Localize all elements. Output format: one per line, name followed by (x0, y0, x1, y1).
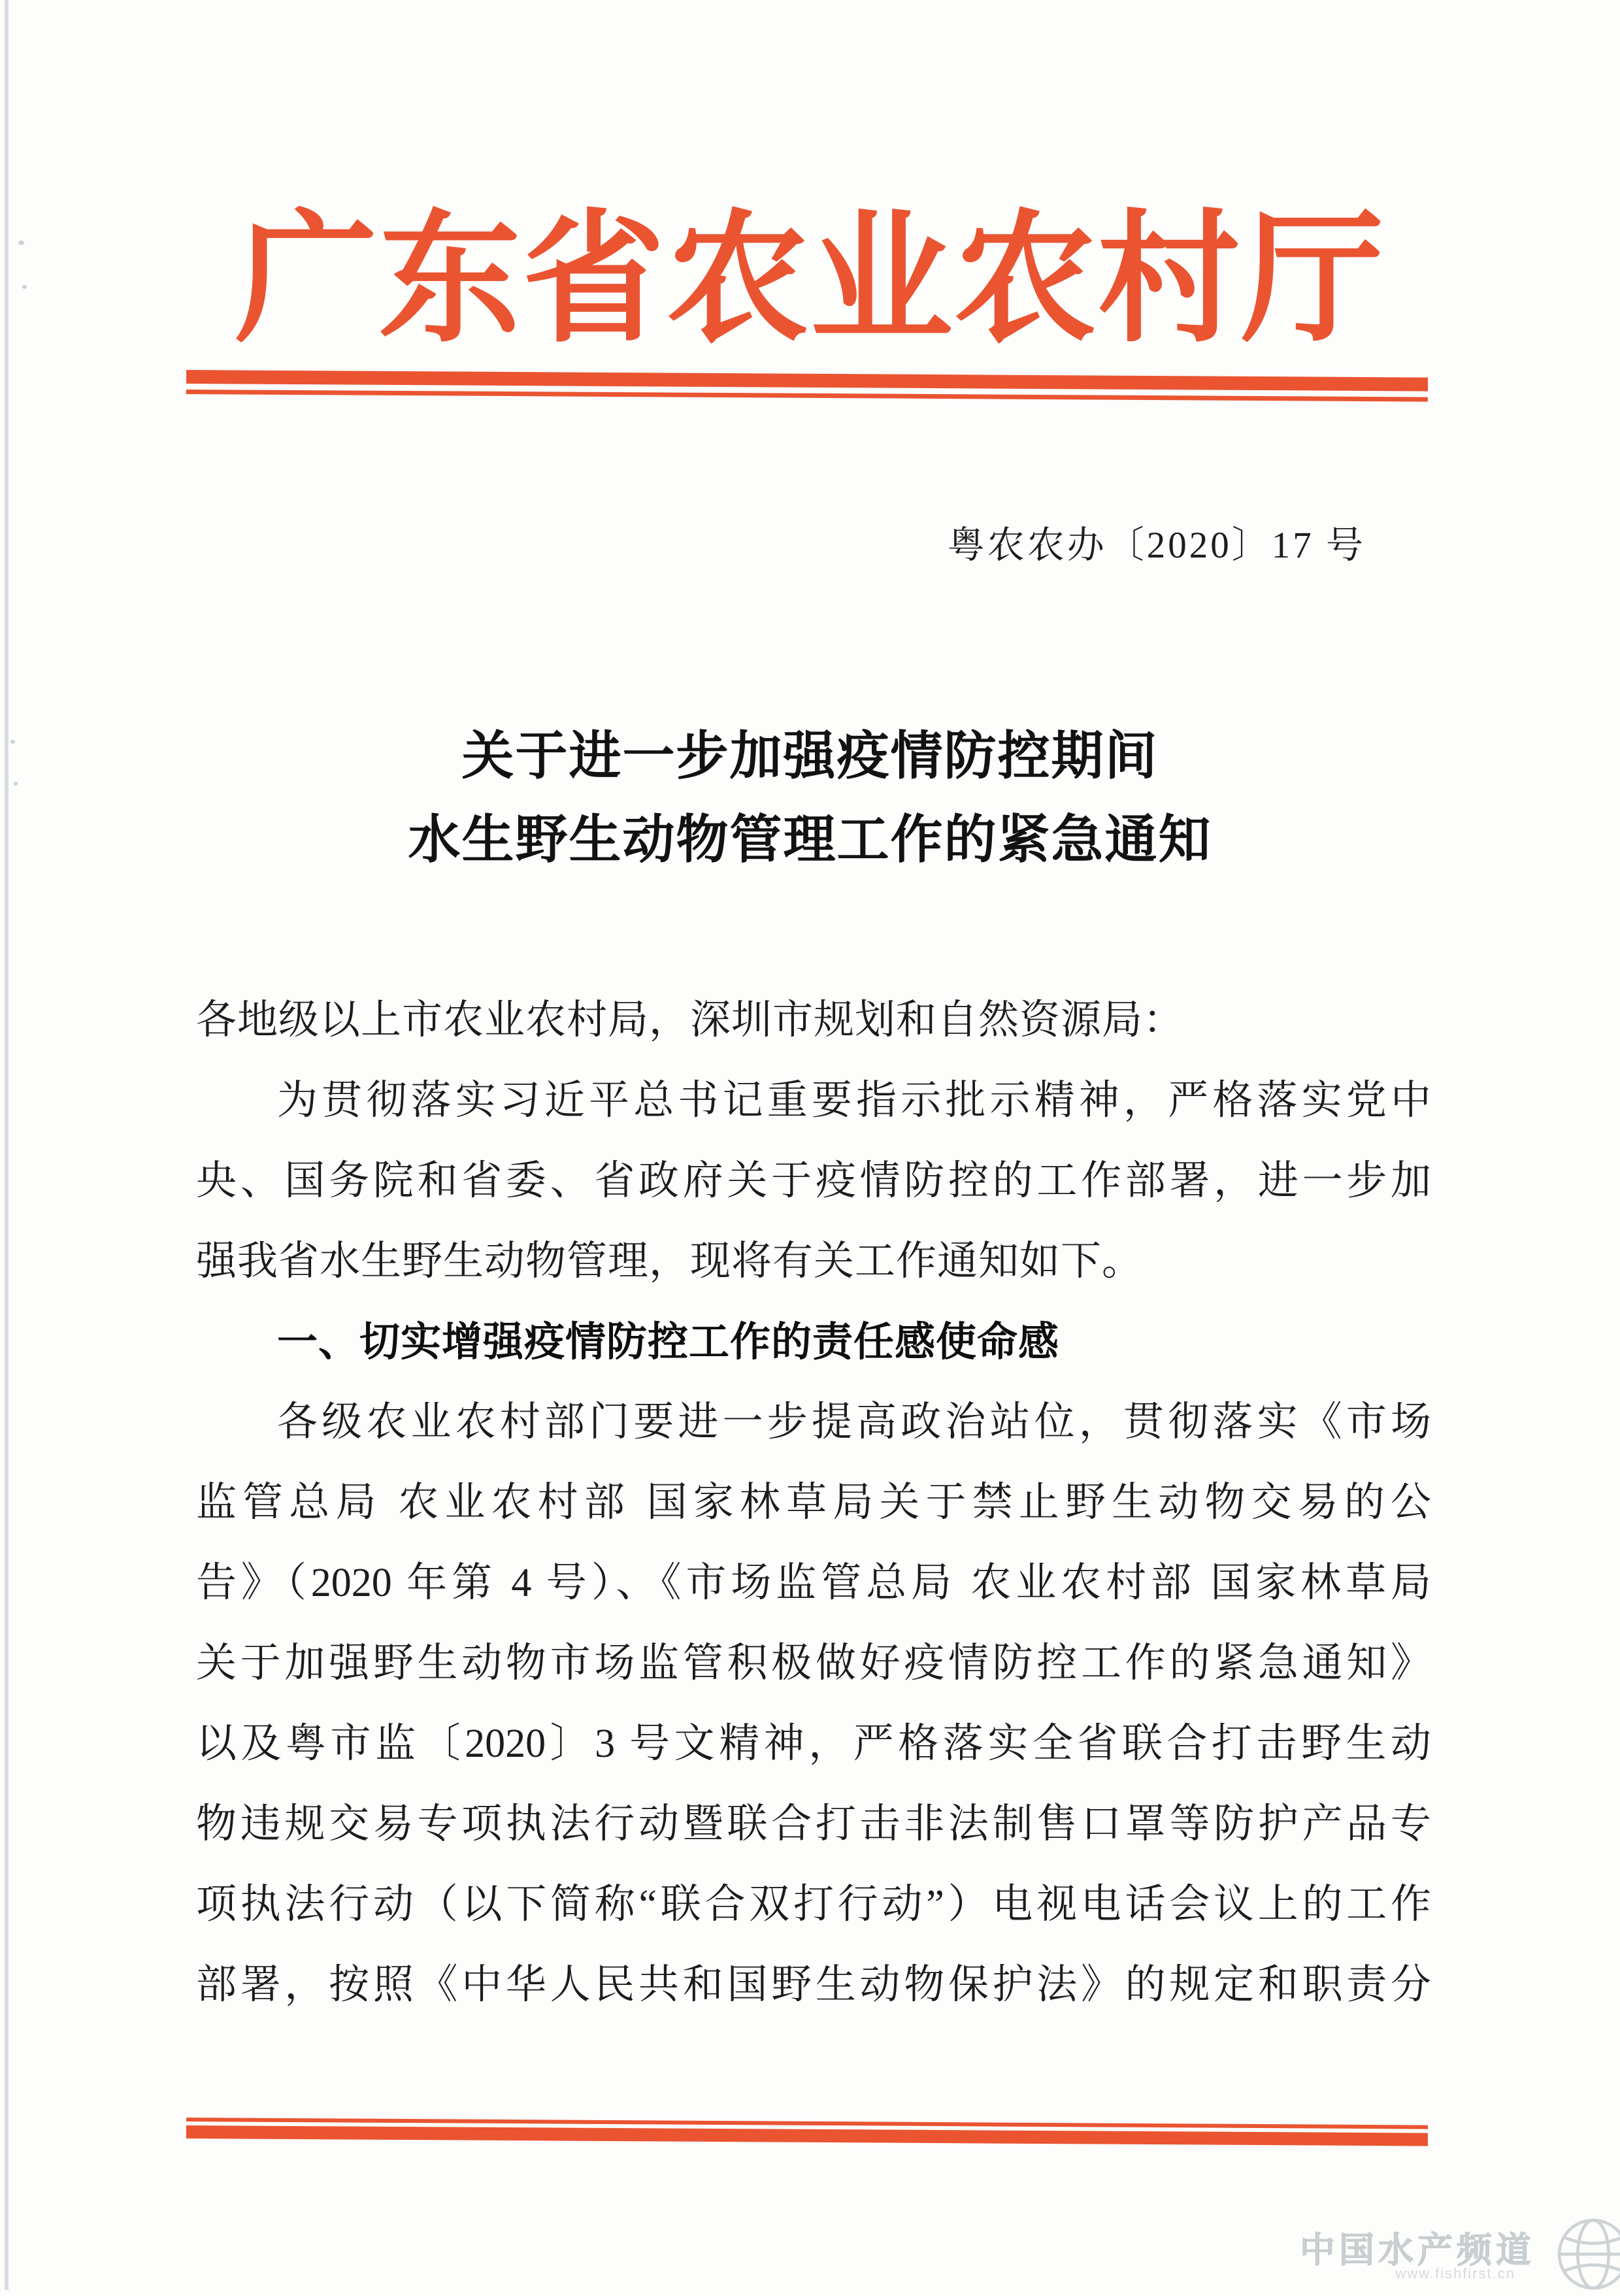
site-watermark (1300, 2217, 1613, 2290)
body-line: 项执法行动（以下简称“联合双打行动”）电视电话会议上的工作 (196, 1882, 1431, 1927)
body-line: 央、国务院和省委、省政府关于疫情防控的工作部署，进一步加 (196, 1159, 1431, 1203)
letterhead-rule (186, 370, 1428, 402)
body-line: 强我省水生野生动物管理，现将有关工作通知如下。 (196, 1239, 1144, 1284)
section-heading: 一、切实增强疫情防控工作的责任感使命感 (277, 1320, 1060, 1365)
agency-letterhead: 广东省农业农村厅 (235, 202, 1385, 359)
footer-rule (186, 2118, 1428, 2146)
body-line: 物违规交易专项执法行动暨联合打击非法制售口罩等防护产品专 (196, 1802, 1431, 1846)
watermark-site-url: www.fishfirst.cn (1395, 2265, 1515, 2282)
body-line: 为贯彻落实习近平总书记重要指示批示精神，严格落实党中 (277, 1078, 1431, 1123)
body-line: 部署，按照《中华人民共和国野生动物保护法》的规定和职责分 (196, 1963, 1431, 2007)
body-line: 告》（2020 年第 4 号）、《市场监管总局 农业农村部 国家林草局 (196, 1561, 1431, 1605)
body-line: 以及粤市监〔2020〕3 号文精神，严格落实全省联合打击野生动 (196, 1722, 1431, 1766)
document-number: 粤农农办〔2020〕17 号 (947, 525, 1366, 566)
body-line: 关于加强野生动物市场监管积极做好疫情防控工作的紧急通知》 (196, 1641, 1431, 1686)
body-line-recipients: 各地级以上市农业农村局，深圳市规划和自然资源局： (196, 998, 1185, 1042)
watermark-site-name: 中国水产频道 (1300, 2231, 1535, 2270)
body-line: 各级农业农村部门要进一步提高政治站位，贯彻落实《市场 (277, 1400, 1431, 1444)
document-title-line1: 关于进一步加强疫情防控期间 (461, 728, 1159, 786)
document-title (0, 715, 1620, 882)
body-text (196, 980, 1431, 2025)
document-title-line2: 水生野生动物管理工作的紧急通知 (408, 812, 1212, 869)
globe-icon (1555, 2216, 1620, 2293)
body-line: 监管总局 农业农村部 国家林草局关于禁止野生动物交易的公 (196, 1480, 1431, 1525)
